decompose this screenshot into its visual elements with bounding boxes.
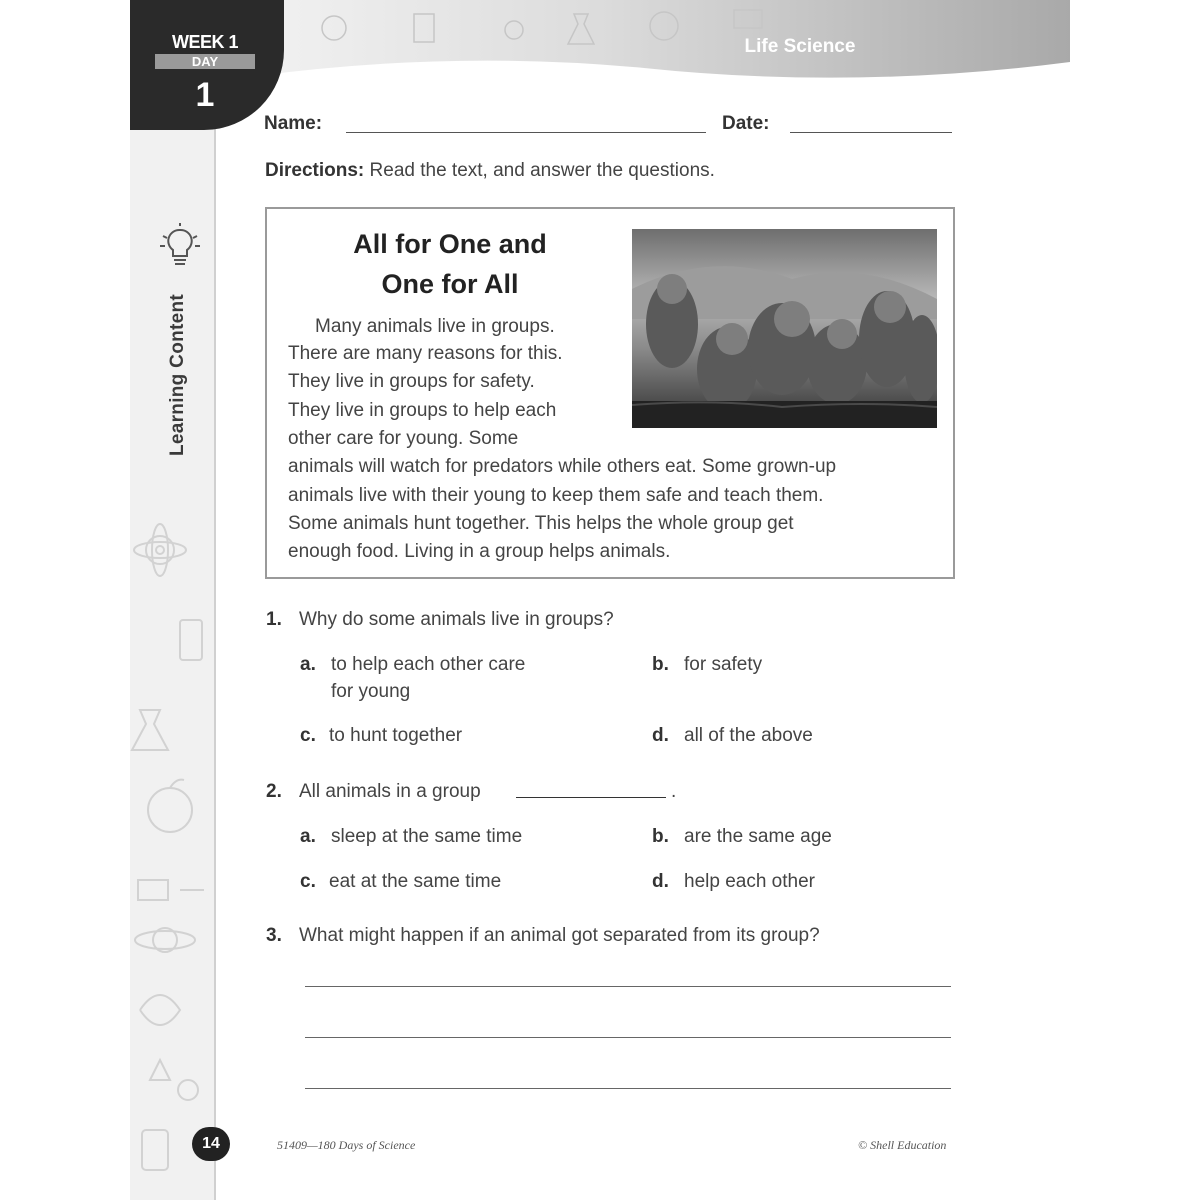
q1-choice-d-letter[interactable]: d.	[652, 725, 669, 746]
q2-choice-c-text: eat at the same time	[329, 871, 502, 892]
q2-choice-d-text: help each other	[684, 871, 815, 892]
answer-line[interactable]	[305, 986, 951, 987]
passage-line: Some animals hunt together. This helps the whole group get	[288, 513, 794, 534]
q2-choice-a-text: sleep at the same time	[331, 826, 523, 847]
q1-choice-a-letter[interactable]: a.	[300, 654, 316, 675]
question-2-number: 2.	[266, 781, 282, 802]
top-banner	[214, 0, 1070, 90]
passage-line: enough food. Living in a group helps animals.	[288, 541, 671, 562]
day-number: 1	[195, 76, 215, 114]
science-doodles-decoration	[130, 470, 214, 1200]
lightbulb-icon	[158, 222, 202, 268]
question-3-number: 3.	[266, 925, 282, 946]
q1-choice-a-text: to help each other care	[331, 654, 526, 675]
q1-choice-b-text: for safety	[684, 654, 763, 675]
answer-line[interactable]	[305, 1037, 951, 1038]
name-field[interactable]	[346, 132, 706, 133]
copyright: © Shell Education	[858, 1138, 947, 1152]
directions	[265, 160, 715, 182]
date-label: Date:	[722, 113, 770, 134]
passage-line: animals will watch for predators while others eat. Some grown-up	[288, 456, 837, 477]
section-label: Learning Content	[167, 293, 188, 457]
answer-line[interactable]	[305, 1088, 951, 1089]
q1-choice-a-text: for young	[331, 681, 411, 702]
passage-line: They live in groups for safety.	[288, 371, 535, 392]
question-2-text: All animals in a group	[299, 781, 481, 802]
passage-line: other care for young. Some	[288, 428, 519, 449]
q1-choice-c-letter[interactable]: c.	[300, 725, 316, 746]
book-title: 51409—180 Days of Science	[277, 1138, 416, 1152]
directions-text: Read the text, and answer the questions.	[364, 160, 715, 181]
directions-label: Directions:	[265, 160, 365, 181]
q2-choice-b-letter[interactable]: b.	[652, 826, 669, 847]
week-label: WEEK 1	[171, 32, 238, 52]
q1-choice-b-letter[interactable]: b.	[652, 654, 669, 675]
passage-title-line: All for One and	[353, 229, 547, 259]
q2-choice-c-letter[interactable]: c.	[300, 871, 316, 892]
date-field[interactable]	[790, 132, 952, 133]
q2-choice-b-text: are the same age	[684, 826, 832, 847]
passage-line: There are many reasons for this.	[288, 343, 563, 364]
fill-in-blank[interactable]	[516, 797, 666, 798]
question-1-text: Why do some animals live in groups?	[299, 609, 614, 630]
question-2-punct: .	[671, 781, 677, 802]
q2-choice-a-letter[interactable]: a.	[300, 826, 316, 847]
name-label: Name:	[264, 113, 323, 134]
subject-label: Life Science	[744, 36, 856, 57]
question-3-text: What might happen if an animal got separated from its group?	[299, 925, 820, 946]
passage-line: They live in groups to help each	[288, 400, 557, 421]
question-1-number: 1.	[266, 609, 282, 630]
passage-title-line: One for All	[381, 269, 519, 299]
q1-choice-c-text: to hunt together	[329, 725, 463, 746]
day-label: DAY	[155, 54, 255, 69]
passage-line: Many animals live in groups.	[315, 316, 555, 337]
q2-choice-d-letter[interactable]: d.	[652, 871, 669, 892]
passage-title	[300, 224, 600, 304]
lions-drinking-photo	[632, 229, 937, 428]
q1-choice-d-text: all of the above	[684, 725, 813, 746]
passage-line: animals live with their young to keep them safe and teach them.	[288, 485, 824, 506]
page-number: 14	[192, 1127, 230, 1161]
